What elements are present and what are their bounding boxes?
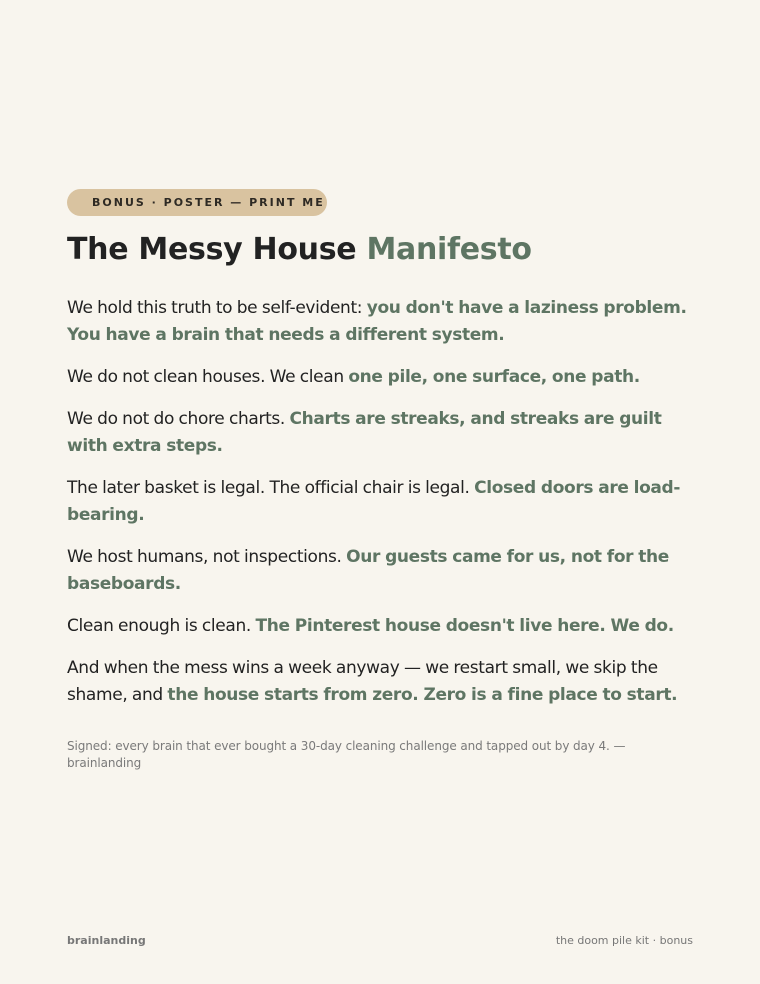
manifesto-statement <box>67 655 697 709</box>
manifesto-statement <box>67 544 697 598</box>
statement-text: We hold this truth to be self-evident: <box>67 298 367 318</box>
manifesto-statement <box>67 295 697 349</box>
signature-line: Signed: every brain that ever bought a 30-day cleaning challenge and tapped out by day 4. — brainlanding <box>67 739 626 770</box>
page-title <box>67 230 697 270</box>
statement-highlight: one pile, one surface, one path. <box>348 367 640 387</box>
statement-text: Clean enough is clean. <box>67 616 256 636</box>
statement-highlight: The Pinterest house doesn't live here. We do. <box>255 616 674 636</box>
poster <box>67 189 697 772</box>
statement-highlight: the house starts from zero. Zero is a fine place to start. <box>167 685 678 705</box>
manifesto-statement <box>67 475 697 529</box>
statement-text: The later basket is legal. The official chair is legal. <box>67 478 475 498</box>
poster-badge: BONUS · POSTER — PRINT ME <box>67 189 327 216</box>
statement-highlight: Charts are streaks, and streaks are guilt with extra steps. <box>67 409 662 456</box>
manifesto-statements <box>67 295 697 709</box>
title-main: The Messy House <box>67 232 357 267</box>
statement-text: We host humans, not inspections. <box>67 547 347 567</box>
footer-brand: brainlanding <box>67 934 146 947</box>
statement-highlight: Closed doors are load-bearing. <box>67 478 681 525</box>
statement-text: We do not do chore charts. <box>67 409 290 429</box>
manifesto-statement <box>67 364 697 391</box>
statement-text: We do not clean houses. We clean <box>67 367 349 387</box>
statement-highlight: Our guests came for us, not for the baseboards. <box>67 547 669 594</box>
manifesto-statement <box>67 613 697 640</box>
statement-highlight: you don't have a laziness problem. You have a brain that needs a different system. <box>67 298 687 345</box>
footer-note: the doom pile kit · bonus <box>555 934 693 947</box>
title-accent: Manifesto <box>366 232 532 267</box>
manifesto-statement <box>67 406 697 460</box>
statement-text: And when the mess wins a week anyway — we restart small, we skip the shame, and <box>67 658 658 705</box>
